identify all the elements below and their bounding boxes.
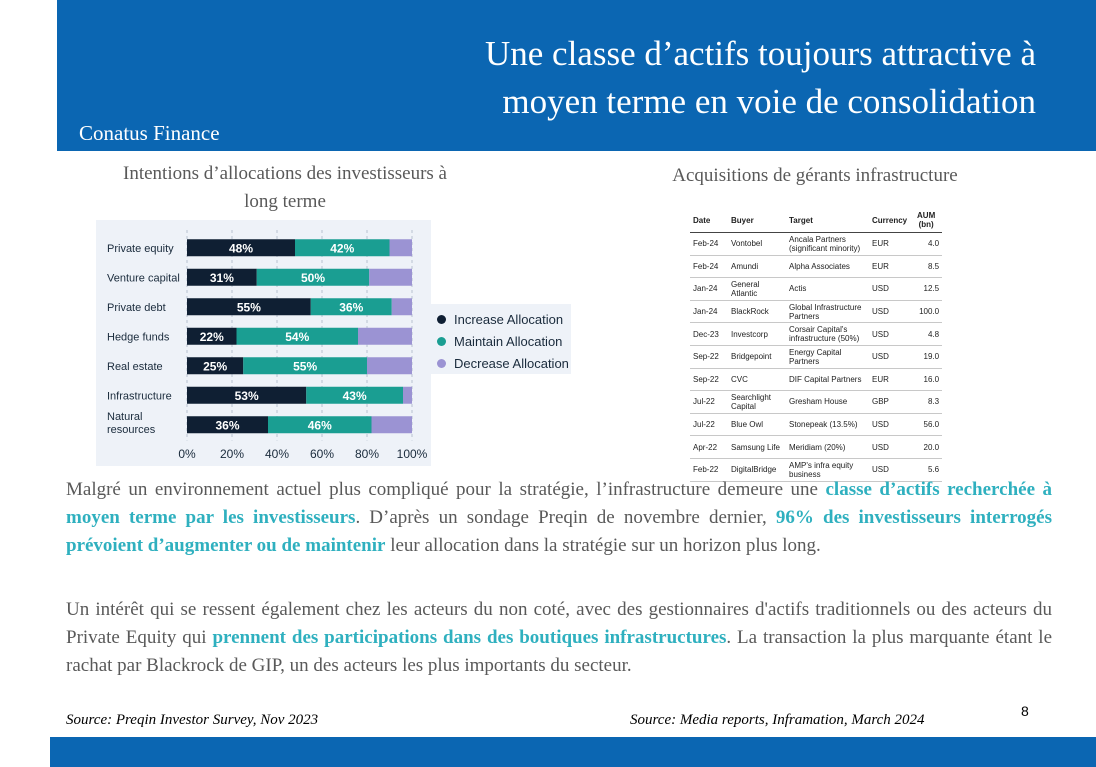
cell-date: Jan-24: [690, 278, 728, 301]
cell-currency: USD: [869, 278, 910, 301]
cell-target: Energy Capital Partners: [786, 345, 869, 368]
acquisitions-table: [690, 208, 942, 482]
cell-aum: 12.5: [910, 278, 942, 301]
category-label: Natural: [107, 410, 143, 423]
cell-date: Apr-22: [690, 436, 728, 459]
x-tick-label: 80%: [354, 447, 380, 461]
bar-segment: [358, 328, 412, 345]
chart-legend: [431, 304, 571, 374]
x-tick-label: 60%: [309, 447, 335, 461]
allocation-chart: [96, 220, 431, 466]
cell-aum: 8.5: [910, 255, 942, 278]
table-row: [690, 255, 942, 278]
data-label: 36%: [215, 418, 240, 433]
legend-marker-maintain: [437, 337, 446, 346]
cell-target: Actis: [786, 278, 869, 301]
cell-target: AMP's infra equity business: [786, 458, 869, 481]
paragraph2-text2: . La transaction la plus marquante étant le rachat par Blackrock de GIP, un des acteurs les plus importants du secteur.: [66, 627, 1053, 676]
data-label: 53%: [234, 388, 259, 403]
cell-currency: EUR: [869, 368, 910, 391]
bar-segment: [403, 387, 412, 404]
cell-aum: 4.0: [910, 233, 942, 256]
legend-item-increase: [437, 312, 563, 327]
cell-currency: USD: [869, 436, 910, 459]
paragraph1-text2: . D’après un sondage Preqin de novembre dernier,: [355, 507, 776, 528]
legend-marker-decrease: [437, 359, 446, 368]
legend-item-decrease: [437, 356, 569, 371]
data-label: 55%: [293, 359, 318, 374]
cell-aum: 8.3: [910, 391, 942, 414]
data-label: 43%: [342, 388, 367, 403]
paragraph1-text1: Malgré un environnement actuel plus compliqué pour la stratégie, l’infrastructure demeure une: [66, 479, 826, 500]
cell-buyer: CVC: [728, 368, 786, 391]
cell-buyer: Vontobel: [728, 233, 786, 256]
cell-buyer: Amundi: [728, 255, 786, 278]
category-label: Private debt: [107, 301, 166, 314]
cell-date: Sep-22: [690, 368, 728, 391]
col-header-currency: Currency: [869, 208, 910, 233]
table-row: [690, 368, 942, 391]
cell-date: Jul-22: [690, 391, 728, 414]
legend-label-maintain: Maintain Allocation: [454, 334, 563, 349]
acquisitions-header-row: [690, 208, 942, 233]
paragraph2-highlight1: prennent des participations dans des boutiques infrastructures: [212, 627, 727, 648]
chart-caption: [90, 160, 480, 216]
cell-target: Meridiam (20%): [786, 436, 869, 459]
cell-currency: USD: [869, 345, 910, 368]
cell-aum: 19.0: [910, 345, 942, 368]
data-label: 50%: [300, 270, 326, 285]
data-label: 54%: [285, 329, 310, 344]
table-row: [690, 323, 942, 346]
cell-target: Global Infrastructure Partners: [786, 300, 869, 323]
footer-bar: [50, 737, 1096, 767]
cell-aum: 100.0: [910, 300, 942, 323]
paragraph1-text3: leur allocation dans la stratégie sur un horizon plus long.: [385, 535, 821, 556]
cell-buyer: Searchlight Capital: [728, 391, 786, 414]
table-row: [690, 436, 942, 459]
legend-item-maintain: [437, 334, 562, 349]
cell-target: Alpha Associates: [786, 255, 869, 278]
cell-buyer: DigitalBridge: [728, 458, 786, 481]
category-label: Infrastructure: [107, 390, 172, 403]
cell-buyer: BlackRock: [728, 300, 786, 323]
table-caption: Acquisitions de gérants infrastructure: [672, 165, 958, 186]
data-label: 36%: [339, 300, 364, 315]
cell-target: Gresham House: [786, 391, 869, 414]
category-label: Real estate: [107, 360, 163, 373]
slide-title: [336, 30, 1036, 126]
legend-marker-increase: [437, 315, 446, 324]
table-row: [690, 278, 942, 301]
paragraph1-highlight1: classe d’actifs recherchée à moyen terme par les investisseurs: [66, 479, 1052, 528]
x-tick-label: 20%: [219, 447, 245, 461]
paragraph-allocation: [66, 476, 1052, 560]
cell-date: Jan-24: [690, 300, 728, 323]
x-tick-label: 40%: [264, 447, 290, 461]
data-label: 25%: [203, 359, 228, 374]
data-label: 48%: [228, 241, 254, 256]
brand-name: Conatus Finance: [79, 121, 220, 145]
category-label: Private equity: [107, 242, 174, 255]
data-label: 42%: [330, 241, 355, 256]
cell-currency: GBP: [869, 391, 910, 414]
cell-date: Dec-23: [690, 323, 728, 346]
cell-aum: 5.6: [910, 458, 942, 481]
cell-buyer: Investcorp: [728, 323, 786, 346]
cell-currency: EUR: [869, 255, 910, 278]
category-label: Hedge funds: [107, 331, 170, 344]
cell-currency: USD: [869, 300, 910, 323]
table-row: [690, 413, 942, 436]
cell-target: Ancala Partners (significant minority): [786, 233, 869, 256]
x-tick-label: 0%: [178, 447, 196, 461]
bar-segment: [390, 239, 413, 256]
col-header-target: Target: [786, 208, 869, 233]
col-header-buyer: Buyer: [728, 208, 786, 233]
cell-target: Stonepeak (13.5%): [786, 413, 869, 436]
page-number: 8: [1021, 703, 1029, 719]
legend-label-decrease: Decrease Allocation: [454, 356, 569, 371]
category-label: resources: [107, 423, 156, 436]
paragraph-consolidation: [66, 596, 1052, 680]
cell-aum: 56.0: [910, 413, 942, 436]
data-label: 46%: [307, 418, 332, 433]
cell-buyer: Samsung Life: [728, 436, 786, 459]
source-right: Source: Media reports, Inframation, March 2024: [630, 712, 925, 728]
cell-currency: USD: [869, 458, 910, 481]
chart-caption-line2: long terme: [244, 191, 326, 212]
table-row: [690, 233, 942, 256]
cell-currency: USD: [869, 323, 910, 346]
source-left: Source: Preqin Investor Survey, Nov 2023: [66, 712, 319, 728]
data-label: 55%: [236, 300, 261, 315]
bar-segment: [367, 357, 412, 374]
cell-date: Jul-22: [690, 413, 728, 436]
data-label: 31%: [209, 270, 234, 285]
paragraph2-text1: Un intérêt qui se ressent également chez les acteurs du non coté, avec des gestionnaires d'actifs traditionnels ou des acteurs du Private Equity qui: [66, 599, 1052, 648]
table-row: [690, 391, 942, 414]
bar-segment: [372, 416, 413, 433]
table-row: [690, 300, 942, 323]
paragraph1-highlight2: 96% des investisseurs interrogés prévoient d’augmenter ou de maintenir: [66, 507, 1052, 556]
slide-title-line2: moyen terme en voie de consolidation: [502, 82, 1036, 121]
title-banner: [57, 0, 1096, 151]
allocation-chart-svg: [96, 220, 431, 466]
cell-buyer: Bridgepoint: [728, 345, 786, 368]
cell-target: Corsair Capital's infrastructure (50%): [786, 323, 869, 346]
bar-segment: [369, 269, 412, 286]
col-header-date: Date: [690, 208, 728, 233]
cell-buyer: General Atlantic: [728, 278, 786, 301]
cell-date: Feb-22: [690, 458, 728, 481]
cell-date: Feb-24: [690, 233, 728, 256]
cell-target: DIF Capital Partners: [786, 368, 869, 391]
cell-currency: USD: [869, 413, 910, 436]
slide-title-line1: Une classe d’actifs toujours attractive à: [484, 34, 1036, 73]
cell-date: Sep-22: [690, 345, 728, 368]
legend-label-increase: Increase Allocation: [454, 312, 564, 327]
col-header-aum: AUM (bn): [910, 208, 942, 233]
cell-aum: 20.0: [910, 436, 942, 459]
data-label: 22%: [199, 329, 224, 344]
chart-caption-line1: Intentions d’allocations des investisseurs à: [123, 163, 447, 184]
cell-date: Feb-24: [690, 255, 728, 278]
cell-aum: 4.8: [910, 323, 942, 346]
cell-aum: 16.0: [910, 368, 942, 391]
table-row: [690, 345, 942, 368]
cell-currency: EUR: [869, 233, 910, 256]
x-tick-label: 100%: [396, 447, 428, 461]
category-label: Venture capital: [107, 272, 180, 285]
cell-buyer: Blue Owl: [728, 413, 786, 436]
bar-segment: [392, 298, 412, 315]
